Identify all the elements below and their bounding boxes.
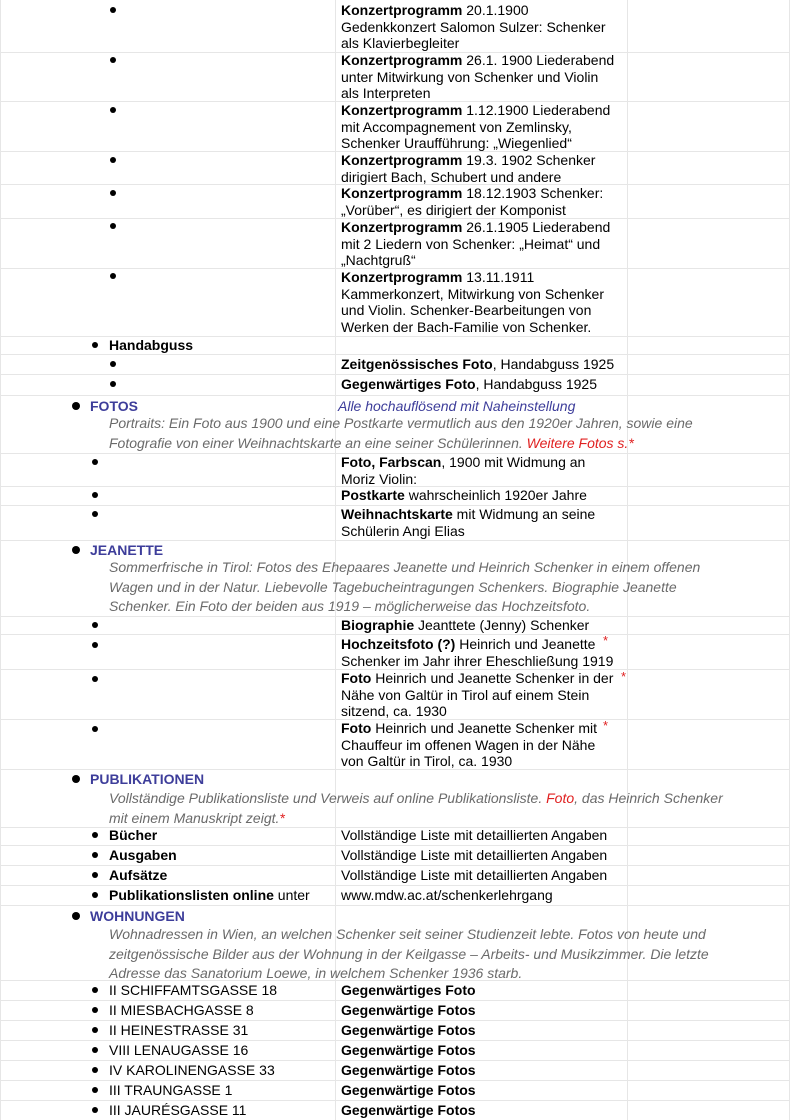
bullet-icon <box>72 912 80 920</box>
bullet-icon <box>92 1047 98 1053</box>
footnote-star: * <box>603 718 609 733</box>
bullet-icon <box>92 492 98 498</box>
bullet-icon <box>110 57 116 63</box>
bullet-icon <box>92 1027 98 1033</box>
bullet-icon <box>92 1087 98 1093</box>
bullet-icon <box>92 852 98 858</box>
bullet-icon <box>92 622 98 628</box>
address-photo: Gegenwärtige Fotos <box>341 1062 476 1078</box>
list-item: Konzertprogramm 19.3. 1902 Schenker dirigiert Bach, Schubert und andere <box>341 152 596 185</box>
list-item: Weihnachtskarte mit Widmung an seine Schülerin Angi Elias <box>341 506 596 539</box>
address: II MIESBACHGASSE 8 <box>109 1002 254 1018</box>
fotos-description: Portraits: Ein Foto aus 1900 und eine Postkarte vermutlich aus den 1920er Jahren, sowie eine Fotografie von einer Weihnachtskarte an eine seiner Schülerinnen. Weitere Fotos s.* <box>109 415 693 451</box>
wohnungen-description: Wohnadressen in Wien, an welchen Schenker seit seiner Studienzeit lebte. Fotos von heute und zeitgenössische Bilder aus der Wohnung in der Keilgasse – Arbeits- und Musikzimmer. Die letzte Adresse das Sanatorium Loewe, in welchem Schenker 1936 starb. <box>109 926 709 982</box>
footnote-star: * <box>621 669 627 684</box>
weitere-fotos-link[interactable]: Weitere Fotos s.* <box>526 434 634 451</box>
list-item: Gegenwärtiges Foto, Handabguss 1925 <box>341 376 598 392</box>
publication-label: Aufsätze <box>109 867 168 883</box>
list-item: Biographie Jeanttete (Jenny) Schenker <box>341 617 590 633</box>
list-item: Hochzeitsfoto (?) Heinrich und Jeanette Schenker im Jahr ihrer Eheschließung 1919 <box>341 636 614 669</box>
list-item: Foto Heinrich und Jeanette Schenker in der Nähe von Galtür in Tirol auf einem Stein sitzend, ca. 1930 <box>341 670 614 719</box>
bullet-icon <box>92 642 98 648</box>
bullet-icon <box>92 1067 98 1073</box>
address: II HEINESTRASSE 31 <box>109 1022 249 1038</box>
list-item: Foto, Farbscan, 1900 mit Widmung an Moriz Violin: <box>341 454 586 487</box>
list-item: Konzertprogramm 1.12.1900 Liederabend mit Accompagnement von Zemlinsky, Schenker Uraufführung: „Wiegenlied“ <box>341 102 611 151</box>
address-photo: Gegenwärtige Fotos <box>341 1082 476 1098</box>
bullet-icon <box>110 381 116 387</box>
bullet-icon <box>92 511 98 517</box>
list-item: Konzertprogramm 20.1.1900 Gedenkkonzert Salomon Sulzer: Schenker als Klavierbegleiter <box>341 2 606 51</box>
bullet-icon <box>92 872 98 878</box>
bullet-icon <box>110 361 116 367</box>
address-photo: Gegenwärtige Fotos <box>341 1022 476 1038</box>
address-photo: Gegenwärtiges Foto <box>341 982 476 998</box>
list-item: Konzertprogramm 26.1. 1900 Liederabend unter Mitwirkung von Schenker und Violin als Interpreten <box>341 52 615 101</box>
section-heading-jeanette: JEANETTE <box>90 542 164 558</box>
publication-label: Bücher <box>109 827 158 843</box>
bullet-icon <box>72 775 80 783</box>
address: III TRAUNGASSE 1 <box>109 1082 233 1098</box>
bullet-icon <box>110 273 116 279</box>
section-heading-fotos: FOTOS <box>90 398 138 414</box>
bullet-icon <box>110 107 116 113</box>
section-heading-wohnungen: WOHNUNGEN <box>90 908 185 924</box>
address: III JAURÉSGASSE 11 <box>109 1102 247 1118</box>
bullet-icon <box>72 546 80 554</box>
publication-value: Vollständige Liste mit detaillierten Angaben <box>341 827 608 843</box>
bullet-icon <box>92 459 98 465</box>
bullet-icon <box>110 190 116 196</box>
publication-value: Vollständige Liste mit detaillierten Angaben <box>341 847 608 863</box>
publication-value: Vollständige Liste mit detaillierten Angaben <box>341 867 608 883</box>
bullet-icon <box>92 832 98 838</box>
list-item: Foto Heinrich und Jeanette Schenker mit Chauffeur im offenen Wagen in der Nähe von Galtür in Tirol, ca. 1930 <box>341 720 598 769</box>
publication-label: Publikationslisten online unter <box>109 887 310 903</box>
bullet-icon <box>110 157 116 163</box>
bullet-icon <box>92 1107 98 1113</box>
publikationen-description: Vollständige Publikationsliste und Verweis auf online Publikationsliste. Foto, das Heinrich Schenker mit einem Manuskript zeigt.* <box>109 790 723 826</box>
footnote-star: * <box>603 633 609 648</box>
bullet-icon <box>92 987 98 993</box>
list-item: Konzertprogramm 26.1.1905 Liederabend mit 2 Liedern von Schenker: „Heimat“ und „Nachtgruß“ <box>341 219 611 268</box>
address-photo: Gegenwärtige Fotos <box>341 1102 476 1118</box>
jeanette-description: Sommerfrische in Tirol: Fotos des Ehepaares Jeanette und Heinrich Schenker in einem offenen Wagen und in der Natur. Liebevolle Tagebucheintragungen Schenkers. Biographie Jeanette Schenker. Ein Foto der beiden aus 1919 – möglicherweise das Hochzeitsfoto. <box>109 559 701 615</box>
section-heading-publikationen: PUBLIKATIONEN <box>90 771 205 787</box>
address-photo: Gegenwärtige Fotos <box>341 1002 476 1018</box>
bullet-icon <box>72 402 80 410</box>
address-photo: Gegenwärtige Fotos <box>341 1042 476 1058</box>
bullet-icon <box>92 726 98 732</box>
publication-label: Ausgaben <box>109 847 177 863</box>
address: II SCHIFFAMTSGASSE 18 <box>109 982 278 998</box>
handabguss-label: Handabguss <box>109 337 194 353</box>
bullet-icon <box>92 342 98 348</box>
bullet-icon <box>92 892 98 898</box>
bullet-icon <box>92 676 98 682</box>
publikationslisten-link[interactable]: www.mdw.ac.at/schenkerlehrgang <box>341 887 553 903</box>
bullet-icon <box>110 223 116 229</box>
address: IV KAROLINENGASSE 33 <box>109 1062 275 1078</box>
bullet-icon <box>92 1007 98 1013</box>
list-item: Zeitgenössisches Foto, Handabguss 1925 <box>341 356 615 372</box>
list-item: Postkarte wahrscheinlich 1920er Jahre <box>341 487 587 503</box>
foto-link[interactable]: Foto <box>546 790 575 806</box>
fotos-subheading: Alle hochauflösend mit Naheinstellung <box>338 398 576 414</box>
list-item: Konzertprogramm 13.11.1911 Kammerkonzert, Mitwirkung von Schenker und Violin. Schenker-Bearbeitungen von Werken der Bach-Familie von Schenker. <box>341 269 604 335</box>
bullet-icon <box>110 7 116 13</box>
list-item: Konzertprogramm 18.12.1903 Schenker: „Vorüber“, es dirigiert der Komponist <box>341 185 604 218</box>
address: VIII LENAUGASSE 16 <box>109 1042 249 1058</box>
